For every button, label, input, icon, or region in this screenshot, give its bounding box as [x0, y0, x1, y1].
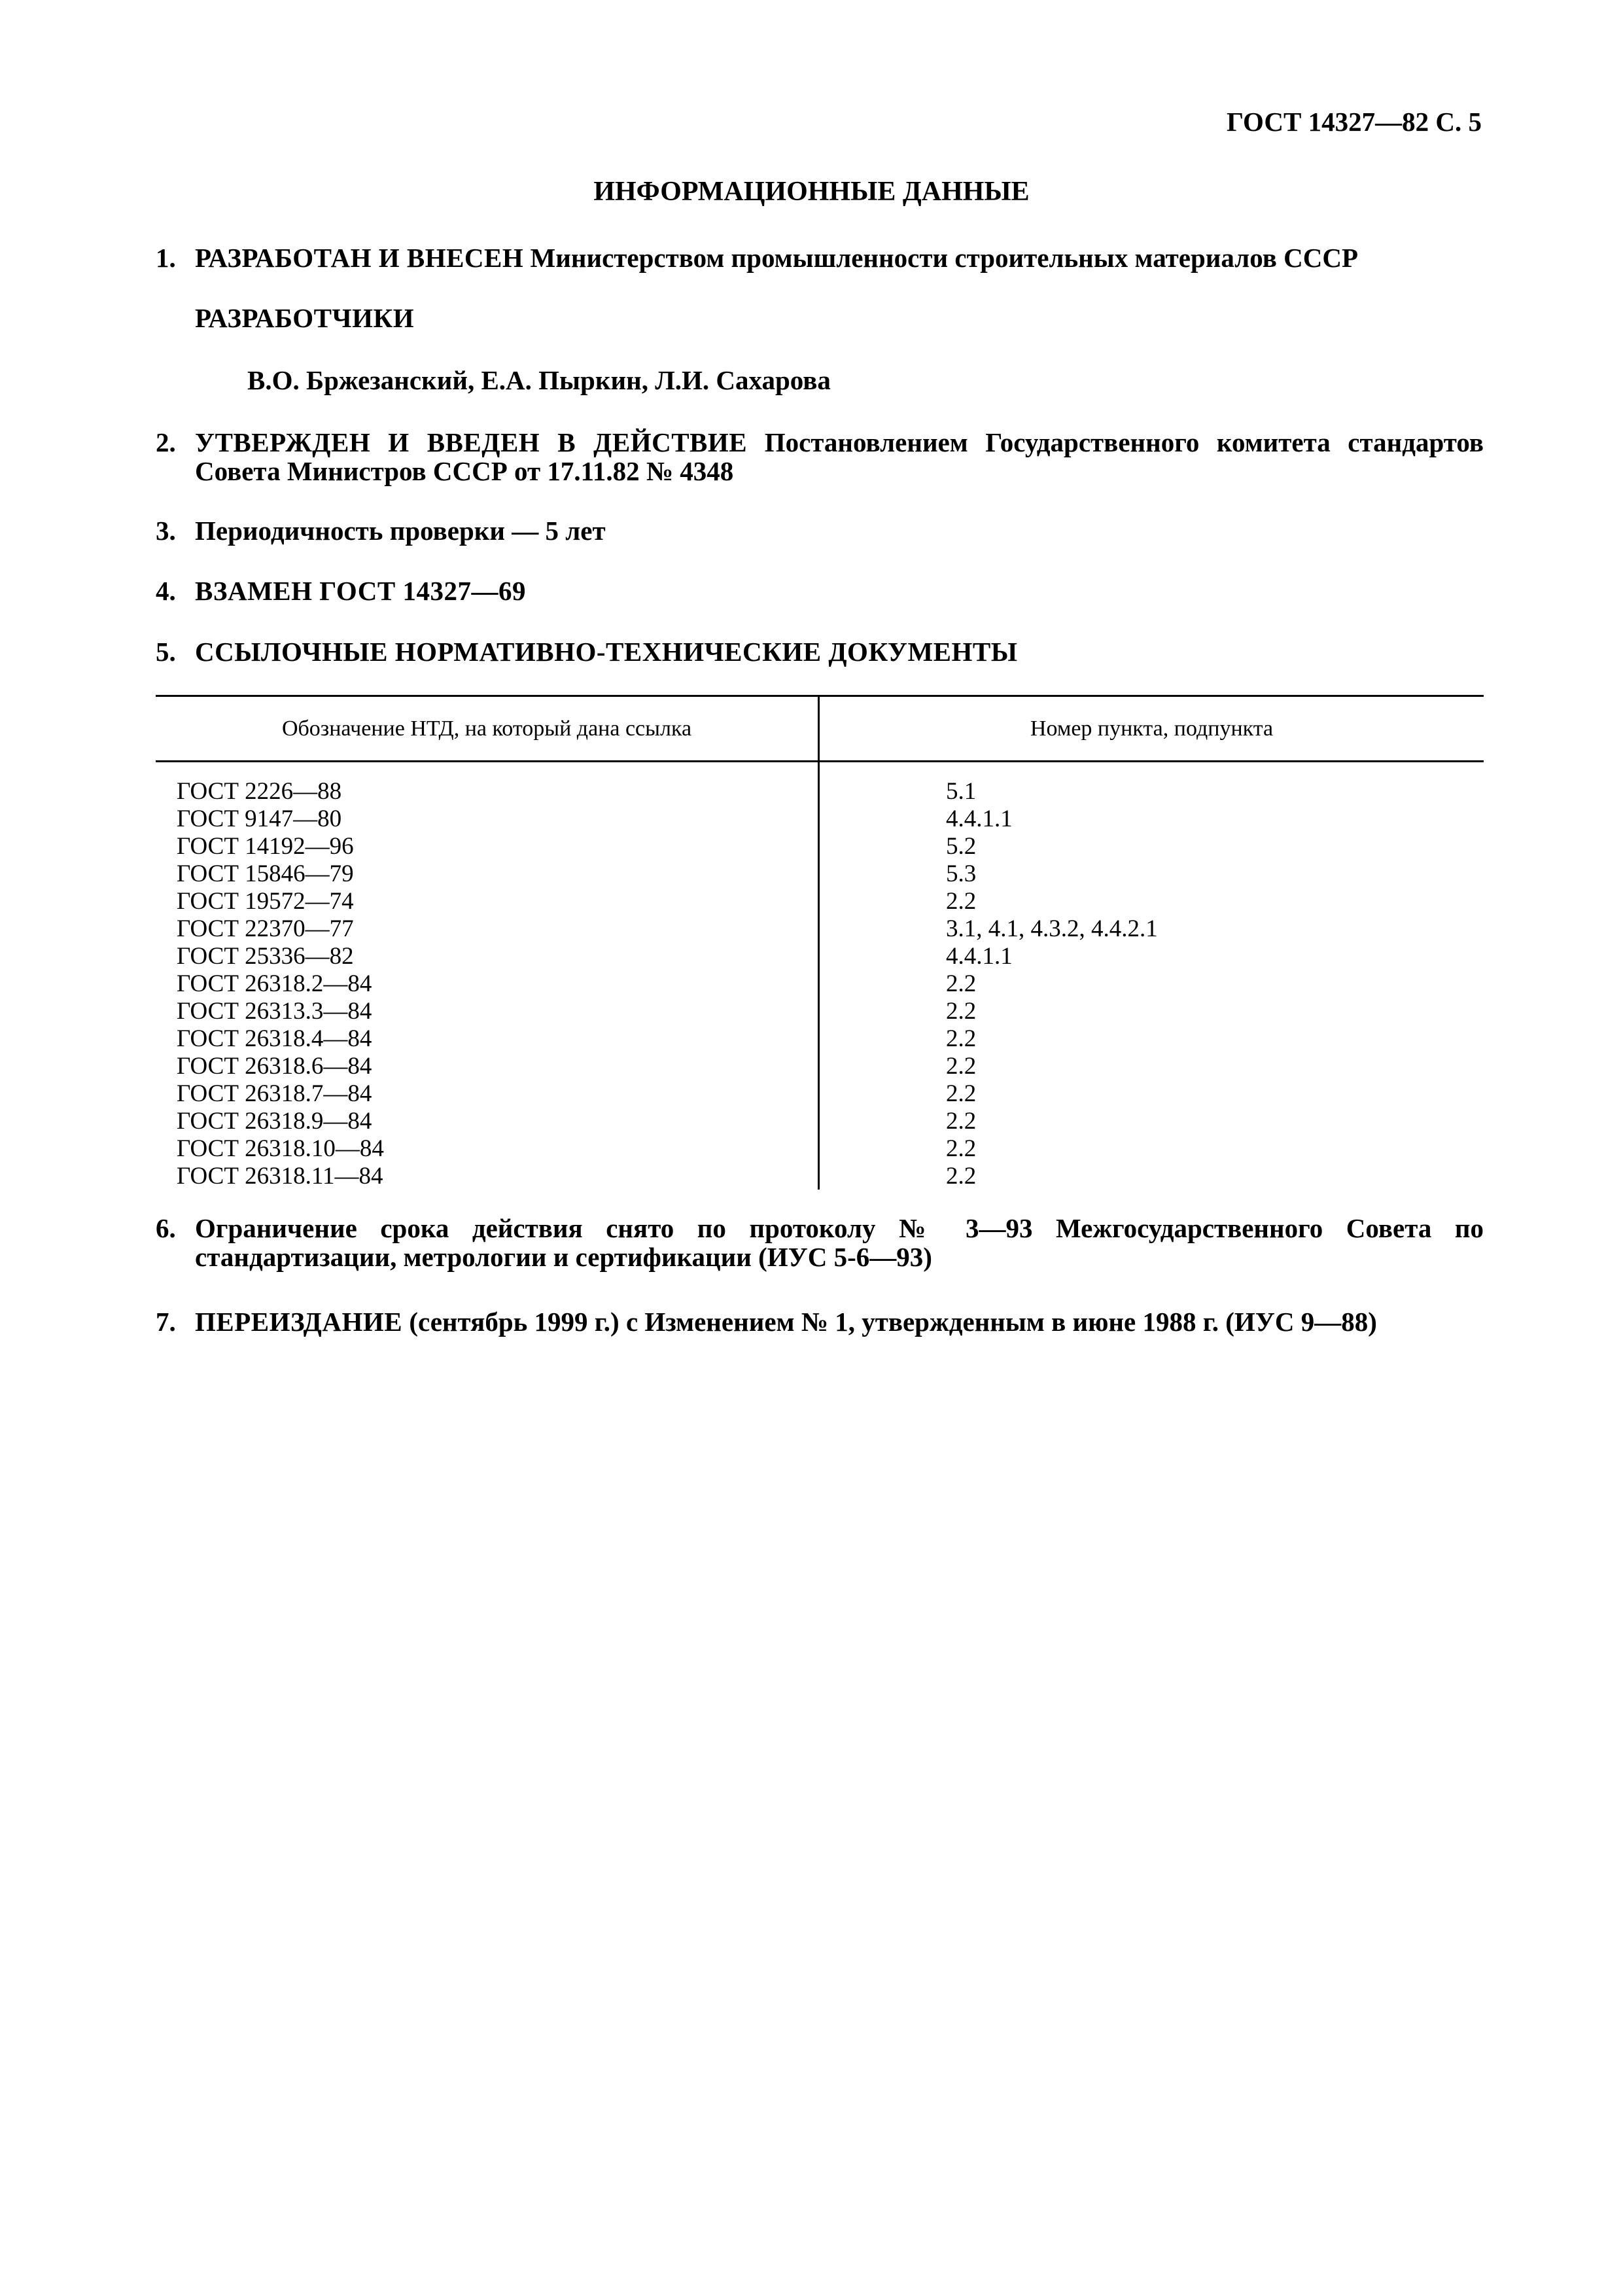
- section-7-text: [195, 1307, 1377, 1336]
- section-5-text: ССЫЛОЧНЫЕ НОРМАТИВНО-ТЕХНИЧЕСКИЕ ДОКУМЕНТЫ: [195, 637, 1018, 667]
- table-cell-document: ГОСТ 15846—79: [177, 860, 354, 887]
- section-1-rest: Министерством промышленности строительных материалов СССР: [523, 243, 1359, 273]
- section-6-number: 6.: [156, 1213, 176, 1243]
- table-cell-clause: 4.4.1.1: [946, 805, 1013, 832]
- section-3-text: Периодичность проверки — 5 лет: [195, 516, 606, 546]
- table-cell-document: ГОСТ 22370—77: [177, 915, 354, 942]
- section-2-text: [195, 428, 1484, 486]
- table-cell-clause: 4.4.1.1: [946, 943, 1013, 970]
- section-5-number: 5.: [156, 637, 176, 667]
- table-cell-clause: 2.2: [946, 1135, 977, 1162]
- table-cell-document: ГОСТ 26318.7—84: [177, 1080, 372, 1107]
- table-cell-document: ГОСТ 25336—82: [177, 943, 354, 970]
- section-6-text: Ограничение срока действия снято по протоколу № 3—93 Межгосударственного Совета по стандартизации, метрологии и сертификации (ИУС 5-6—93): [195, 1213, 1484, 1272]
- section-4-text: ВЗАМЕН ГОСТ 14327—69: [195, 576, 526, 606]
- table-cell-clause: 5.2: [946, 833, 977, 860]
- table-cell-document: ГОСТ 9147—80: [177, 805, 342, 832]
- table-cell-document: ГОСТ 26313.3—84: [177, 998, 372, 1025]
- table-cell-clause: 2.2: [946, 1025, 977, 1052]
- section-7-number: 7.: [156, 1307, 176, 1337]
- table-header-rule: [156, 760, 1484, 762]
- page-header: ГОСТ 14327—82 С. 5: [1226, 107, 1482, 137]
- table-cell-document: ГОСТ 26318.4—84: [177, 1025, 372, 1052]
- table-cell-document: ГОСТ 14192—96: [177, 833, 354, 860]
- reference-table: [156, 695, 1484, 1192]
- table-column-documents: [177, 778, 384, 1190]
- section-2-rest: Постановлением Государственного комитета стандартов Совета Министров СССР от 17.11.82 № 4348: [195, 427, 1484, 486]
- table-cell-clause: 2.2: [946, 888, 977, 915]
- table-top-rule: [156, 695, 1484, 697]
- table-cell-document: ГОСТ 26318.10—84: [177, 1135, 384, 1162]
- table-cell-clause: 3.1, 4.1, 4.3.2, 4.4.2.1: [946, 915, 1158, 942]
- table-cell-clause: 2.2: [946, 970, 977, 997]
- table-cell-clause: 2.2: [946, 1053, 977, 1080]
- page-title: ИНФОРМАЦИОННЫЕ ДАННЫЕ: [593, 177, 1030, 207]
- table-column-clauses: [946, 778, 1158, 1190]
- section-1-text: [195, 243, 1358, 272]
- table-header-document: Обозначение НТД, на который дана ссылка: [281, 716, 692, 741]
- section-1-lead: РАЗРАБОТАН И ВНЕСЕН: [195, 243, 524, 273]
- table-cell-document: ГОСТ 19572—74: [177, 888, 354, 915]
- table-cell-clause: 2.2: [946, 1163, 977, 1190]
- table-cell-clause: 5.1: [946, 778, 977, 805]
- table-cell-document: ГОСТ 26318.9—84: [177, 1108, 372, 1135]
- developers-names: В.О. Бржезанский, Е.А. Пыркин, Л.И. Сахарова: [247, 365, 831, 395]
- table-cell-document: ГОСТ 2226—88: [177, 778, 342, 805]
- developers-heading: РАЗРАБОТЧИКИ: [195, 303, 415, 333]
- table-cell-document: ГОСТ 26318.2—84: [177, 970, 372, 997]
- section-3-number: 3.: [156, 516, 176, 546]
- section-7-rest: (сентябрь 1999 г.) с Изменением № 1, утвержденным в июне 1988 г. (ИУС 9—88): [402, 1307, 1377, 1337]
- table-column-divider: [818, 695, 820, 1190]
- section-1-number: 1.: [156, 243, 176, 273]
- section-2-number: 2.: [156, 427, 176, 457]
- table-cell-document: ГОСТ 26318.11—84: [177, 1163, 383, 1190]
- table-cell-document: ГОСТ 26318.6—84: [177, 1053, 372, 1080]
- section-7-lead: ПЕРЕИЗДАНИЕ: [195, 1307, 403, 1337]
- table-cell-clause: 5.3: [946, 860, 977, 887]
- section-2-lead: УТВЕРЖДЕН И ВВЕДЕН В ДЕЙСТВИЕ: [195, 427, 748, 457]
- table-cell-clause: 2.2: [946, 1080, 977, 1107]
- section-4-number: 4.: [156, 576, 176, 606]
- table-cell-clause: 2.2: [946, 1108, 977, 1135]
- table-cell-clause: 2.2: [946, 998, 977, 1025]
- table-header-clause: Номер пункта, подпункта: [1030, 716, 1274, 741]
